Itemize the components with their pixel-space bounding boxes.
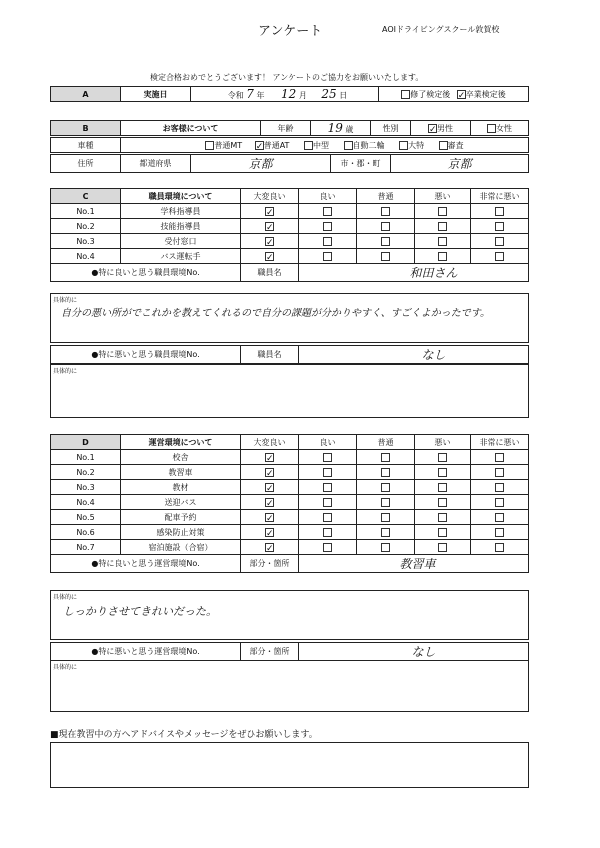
section-c-heading: 職員環境について	[121, 189, 241, 204]
city-field[interactable]	[391, 155, 529, 173]
row-no: No.7	[51, 540, 121, 555]
female-label: 女性	[496, 123, 512, 133]
checkbox-icon[interactable]	[381, 483, 390, 492]
pref-value: 京都	[248, 157, 273, 171]
checkbox-icon[interactable]	[495, 222, 504, 231]
checkbox-icon[interactable]	[438, 468, 447, 477]
section-d-table	[50, 434, 529, 573]
message-box[interactable]	[50, 742, 529, 788]
city-label: 市・郡・町	[331, 155, 391, 173]
bad-ops-table	[50, 642, 529, 661]
good-ops-value: 教習車	[399, 557, 436, 571]
bad-staff-value: なし	[421, 348, 446, 362]
checkbox-icon[interactable]	[205, 141, 214, 150]
row-no: No.2	[51, 219, 121, 234]
era-label: 令和	[227, 91, 244, 100]
detail-label: 具体的に	[53, 664, 78, 671]
detail-label: 具体的に	[53, 594, 78, 601]
vehicle-options[interactable]	[121, 138, 529, 153]
rating-header: 普通	[357, 435, 415, 450]
good-staff-detail-box[interactable]	[50, 293, 529, 343]
date-field[interactable]	[191, 87, 379, 102]
checkbox-icon[interactable]	[399, 141, 408, 150]
checkbox-icon[interactable]	[323, 237, 332, 246]
gender-female[interactable]	[471, 121, 529, 136]
checkbox-icon[interactable]	[381, 468, 390, 477]
table-row	[51, 540, 529, 555]
table-row	[51, 450, 529, 465]
city-value: 京都	[447, 157, 472, 171]
rating-header: 大変良い	[241, 189, 299, 204]
bad-ops-label: ●特に悪いと思う運営環境No.	[51, 643, 241, 661]
year-value: 7	[246, 87, 254, 101]
intro-text: 検定合格おめでとうございます！ アンケートのご協力をお願いいたします。	[150, 73, 424, 82]
checkbox-icon[interactable]	[487, 124, 496, 133]
section-a-table	[50, 86, 529, 102]
checkbox-icon[interactable]	[495, 528, 504, 537]
checkbox-icon[interactable]	[381, 498, 390, 507]
row-no: No.4	[51, 249, 121, 264]
row-no: No.4	[51, 495, 121, 510]
checkbox-icon[interactable]	[438, 252, 447, 261]
row-item: 技能指導員	[121, 219, 241, 234]
row-item: 配車予約	[121, 510, 241, 525]
checkbox-checked-icon[interactable]: ✓	[266, 468, 274, 479]
checkbox-icon[interactable]	[438, 222, 447, 231]
checkbox-icon[interactable]	[381, 543, 390, 552]
checkbox-icon[interactable]	[495, 513, 504, 522]
checkbox-checked-icon[interactable]: ✓	[266, 237, 274, 248]
rating-header: 非常に悪い	[471, 435, 529, 450]
checkbox-icon[interactable]	[495, 453, 504, 462]
checkbox-icon[interactable]	[381, 453, 390, 462]
rating-header: 良い	[299, 189, 357, 204]
good-ops-detail-text: しっかりさせてきれいだった。	[63, 605, 217, 618]
bad-staff-label: ●特に悪いと思う職員環境No.	[51, 346, 241, 364]
row-item: バス運転手	[121, 249, 241, 264]
checkbox-icon[interactable]	[381, 252, 390, 261]
checkbox-icon[interactable]	[495, 207, 504, 216]
staff-name-label: 職員名	[241, 264, 299, 282]
section-d-letter: D	[51, 435, 121, 450]
year-unit: 年	[256, 91, 265, 100]
bad-staff-table	[50, 345, 529, 364]
checkbox-icon[interactable]	[401, 90, 410, 99]
vehicle-label: 車種	[51, 138, 121, 153]
checkbox-icon[interactable]	[438, 498, 447, 507]
opt-graduation: 卒業検定後	[465, 89, 506, 99]
vehicle-option: 自動二輪	[352, 140, 385, 150]
vehicle-option: 大特	[408, 140, 425, 150]
row-no: No.5	[51, 510, 121, 525]
checkbox-icon[interactable]	[438, 513, 447, 522]
section-b-heading: お客様について	[121, 121, 261, 136]
checkbox-icon[interactable]	[495, 483, 504, 492]
vehicle-option: 普通MT	[214, 140, 243, 150]
exam-type-field[interactable]	[379, 87, 529, 102]
checkbox-icon[interactable]	[438, 237, 447, 246]
date-label: 実施日	[121, 87, 191, 102]
pref-field[interactable]	[191, 155, 331, 173]
rating-header: 大変良い	[241, 435, 299, 450]
gender-male[interactable]	[411, 121, 471, 136]
table-row	[51, 234, 529, 249]
row-item: 感染防止対策	[121, 525, 241, 540]
checkbox-icon[interactable]	[495, 252, 504, 261]
checkbox-icon[interactable]	[438, 453, 447, 462]
checkbox-checked-icon[interactable]: ✓	[266, 252, 274, 263]
age-label: 年齢	[261, 121, 311, 136]
good-ops-field[interactable]	[299, 555, 529, 573]
checkbox-checked-icon[interactable]: ✓	[457, 90, 466, 101]
section-a-letter: A	[51, 87, 121, 102]
message-label: ■現在教習中の方へアドバイスやメッセージをぜひお願いします。	[50, 730, 318, 740]
table-row	[51, 525, 529, 540]
checkbox-checked-icon[interactable]: ✓	[266, 498, 274, 509]
month-value: 12	[281, 87, 297, 101]
checkbox-icon[interactable]	[438, 528, 447, 537]
checkbox-icon[interactable]	[438, 543, 447, 552]
staff-name-label: 職員名	[241, 346, 299, 364]
month-unit: 月	[298, 91, 307, 100]
table-row	[51, 495, 529, 510]
checkbox-icon[interactable]	[323, 453, 332, 462]
row-item: 受付窓口	[121, 234, 241, 249]
table-row	[51, 510, 529, 525]
row-no: No.1	[51, 450, 121, 465]
checkbox-icon[interactable]	[381, 237, 390, 246]
checkbox-checked-icon[interactable]: ✓	[266, 528, 274, 539]
section-b-letter: B	[51, 121, 121, 136]
school-name: AOIドライビングスクール敦賀校	[382, 25, 500, 34]
checkbox-icon[interactable]	[323, 483, 332, 492]
checkbox-icon[interactable]	[323, 207, 332, 216]
day-unit: 日	[339, 91, 348, 100]
checkbox-icon[interactable]	[495, 543, 504, 552]
checkbox-icon[interactable]	[495, 468, 504, 477]
detail-label: 具体的に	[53, 297, 78, 304]
part-label: 部分・箇所	[241, 643, 299, 661]
good-ops-label: ●特に良いと思う運営環境No.	[51, 555, 241, 573]
checkbox-icon[interactable]	[323, 222, 332, 231]
row-item: 宿泊施設（合宿）	[121, 540, 241, 555]
address-label: 住所	[51, 155, 121, 173]
male-label: 男性	[437, 123, 453, 133]
rating-header: 良い	[299, 435, 357, 450]
checkbox-icon[interactable]	[323, 498, 332, 507]
gender-label: 性別	[371, 121, 411, 136]
form-title: アンケート	[258, 24, 323, 39]
checkbox-icon[interactable]	[381, 207, 390, 216]
row-item: 教材	[121, 480, 241, 495]
row-no: No.3	[51, 480, 121, 495]
good-ops-detail-box[interactable]	[50, 590, 529, 640]
good-staff-label: ●特に良いと思う職員環境No.	[51, 264, 241, 282]
table-row	[51, 249, 529, 264]
table-row	[51, 204, 529, 219]
vehicle-option: 普通AT	[263, 140, 290, 150]
vehicle-table	[50, 137, 529, 153]
row-item: 送迎バス	[121, 495, 241, 510]
pref-label: 都道府県	[121, 155, 191, 173]
section-d-heading: 運営環境について	[121, 435, 241, 450]
checkbox-checked-icon[interactable]: ✓	[266, 453, 274, 464]
checkbox-icon[interactable]	[381, 528, 390, 537]
checkbox-icon[interactable]	[381, 222, 390, 231]
day-value: 25	[321, 87, 337, 101]
good-staff-value: 和田さん	[409, 266, 458, 280]
checkbox-icon[interactable]	[381, 513, 390, 522]
checkbox-checked-icon[interactable]: ✓	[266, 483, 274, 494]
row-no: No.6	[51, 525, 121, 540]
checkbox-icon[interactable]	[438, 207, 447, 216]
checkbox-checked-icon[interactable]: ✓	[266, 222, 274, 233]
row-no: No.3	[51, 234, 121, 249]
table-row	[51, 480, 529, 495]
checkbox-icon[interactable]	[323, 468, 332, 477]
checkbox-icon[interactable]	[439, 141, 448, 150]
rating-header: 悪い	[415, 435, 471, 450]
rating-header: 普通	[357, 189, 415, 204]
checkbox-icon[interactable]	[344, 141, 353, 150]
row-no: No.1	[51, 204, 121, 219]
good-staff-field[interactable]	[299, 264, 529, 282]
age-value: 19	[327, 121, 343, 135]
age-unit: 歳	[345, 125, 354, 134]
checkbox-icon[interactable]	[304, 141, 313, 150]
bad-ops-value: なし	[411, 645, 436, 659]
age-field[interactable]	[311, 121, 371, 136]
address-table	[50, 154, 529, 173]
bad-staff-detail-box[interactable]	[50, 364, 529, 418]
bad-staff-field[interactable]	[299, 346, 529, 364]
checkbox-checked-icon[interactable]: ✓	[266, 207, 274, 218]
section-c-table	[50, 188, 529, 282]
checkbox-icon[interactable]	[495, 498, 504, 507]
checkbox-checked-icon[interactable]: ✓	[255, 141, 264, 152]
checkbox-icon[interactable]	[495, 237, 504, 246]
vehicle-option: 中型	[313, 140, 329, 150]
section-c-letter: C	[51, 189, 121, 204]
row-item: 校舎	[121, 450, 241, 465]
rating-header: 非常に悪い	[471, 189, 529, 204]
section-b-table	[50, 120, 529, 136]
checkbox-icon[interactable]	[323, 543, 332, 552]
checkbox-icon[interactable]	[438, 483, 447, 492]
checkbox-checked-icon[interactable]: ✓	[266, 543, 274, 554]
vehicle-option: 審査	[447, 140, 464, 150]
row-item: 学科指導員	[121, 204, 241, 219]
good-staff-detail-text: 自分の悪い所がでこれかを教えてくれるので自分の課題が分かりやすく、すごくよかったです。	[61, 308, 490, 319]
part-label: 部分・箇所	[241, 555, 299, 573]
bad-ops-field[interactable]	[299, 643, 529, 661]
table-row	[51, 219, 529, 234]
row-no: No.2	[51, 465, 121, 480]
checkbox-checked-icon[interactable]: ✓	[429, 124, 437, 135]
bad-ops-detail-box[interactable]	[50, 660, 529, 712]
checkbox-icon[interactable]	[323, 513, 332, 522]
checkbox-icon[interactable]	[323, 252, 332, 261]
row-item: 教習車	[121, 465, 241, 480]
checkbox-checked-icon[interactable]: ✓	[266, 513, 274, 524]
rating-header: 悪い	[415, 189, 471, 204]
table-row	[51, 465, 529, 480]
opt-completion: 修了検定後	[410, 89, 451, 99]
checkbox-icon[interactable]	[323, 528, 332, 537]
detail-label: 具体的に	[53, 368, 78, 375]
